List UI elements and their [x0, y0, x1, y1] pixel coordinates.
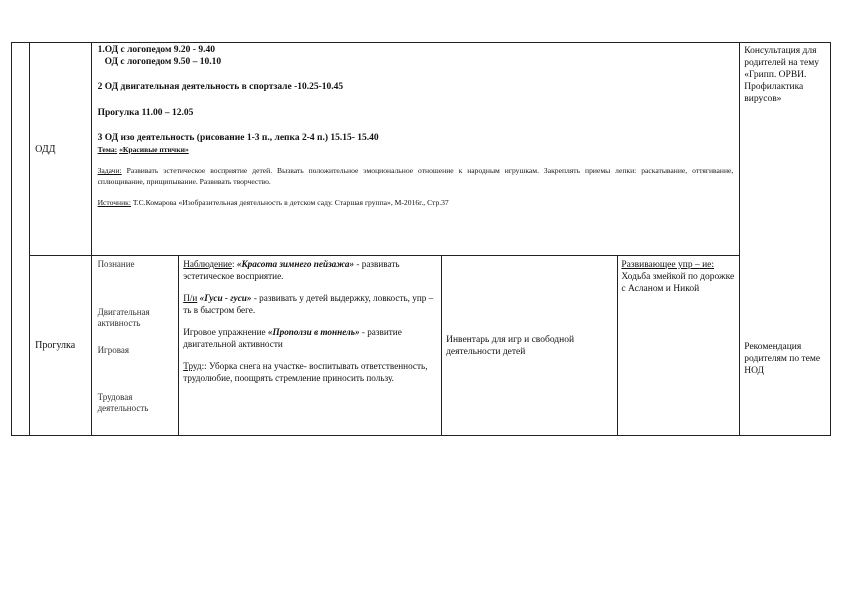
schedule-line-3: 2 ОД двигательная деятельность в спортзале -10.25-10.45: [97, 82, 344, 92]
inventory-cell: Инвентарь для игр и свободной деятельности детей: [442, 256, 618, 436]
odd-row: [12, 43, 831, 256]
game-item: [183, 293, 438, 316]
parents-consultation: Консультация для родителей на тему «Грипп. ОРВИ. Профилактика вирусов»: [744, 46, 820, 104]
walk-activities: [179, 256, 442, 436]
labor-label: Труд: [183, 361, 202, 371]
development-cell: [618, 256, 740, 436]
tasks-text: Развивать эстетическое восприятие детей. Вызвать положительное эмоциональное отношение к народным игрушкам. Закреплять приемы лепки: раскатывание, оттягивание, сплющивание, прищипывание. Развивать творчество.: [97, 166, 734, 186]
labor-sep: ::: [201, 361, 210, 371]
activity-types: [91, 256, 179, 436]
margin-cell: [12, 43, 30, 436]
exercise-text: - развитие двигательной активности: [183, 327, 402, 349]
source-line: [98, 198, 734, 209]
plan-table: [11, 42, 831, 436]
tasks-paragraph: [98, 166, 734, 187]
activity-cognition: Познание: [97, 259, 135, 269]
activity-motor: Двигательная активность: [97, 307, 150, 328]
labor-text: Уборка снега на участке- воспитывать ответственность, трудолюбие, поощрять стремление приносить пользу.: [183, 361, 428, 383]
tasks-label: Задачи:: [97, 166, 122, 175]
parents-recommendation: Рекомендация родителям по теме НОД: [744, 342, 821, 376]
schedule-line-2: ОД с логопедом 9.50 – 10.10: [104, 56, 222, 67]
topic-line: [98, 145, 734, 156]
observation-label: Наблюдение: [183, 259, 232, 269]
development-label: Развивающее упр – ие:: [621, 260, 715, 270]
parents-column: [740, 43, 831, 436]
exercise-item: [183, 327, 438, 350]
observation-item: [183, 259, 438, 282]
game-title: «Гуси - гуси»: [199, 293, 252, 303]
topic-value: «Красивые птички»: [119, 144, 189, 154]
game-text: - развивать у детей выдержку, ловкость, упр – ть в быстром беге.: [183, 293, 434, 315]
walk-row: [12, 256, 831, 436]
source-label: Источник:: [97, 198, 131, 207]
schedule-line-1: 1.ОД с логопедом 9.20 - 9.40: [97, 45, 215, 55]
exercise-title: «Проползи в тоннель»: [267, 327, 360, 337]
activity-play: Игровая: [97, 345, 130, 355]
topic-label: Тема:: [97, 144, 118, 154]
odd-content: [91, 43, 740, 256]
source-text: Т.С.Комарова «Изобразительная деятельность в детском саду. Старшая группа», М-2016г., Стр.37: [132, 198, 449, 207]
observation-sep: :: [232, 259, 237, 269]
development-text: Ходьба змейкой по дорожке с Асланом и Никой: [621, 272, 735, 294]
schedule-line-5: 3 ОД изо деятельность (рисование 1-3 п., лепка 2-4 п.) 15.15- 15.40: [97, 133, 379, 143]
labor-item: [183, 361, 438, 384]
observation-text: - развивать эстетическое восприятие.: [183, 259, 400, 281]
observation-title: «Красота зимнего пейзажа»: [236, 259, 355, 269]
walk-section-label: Прогулка: [30, 256, 91, 436]
exercise-label: Игровое упражнение: [183, 327, 266, 337]
game-label: П/и: [183, 293, 198, 303]
schedule-line-4: Прогулка 11.00 – 12.05: [97, 107, 194, 118]
activity-labor: Трудовая деятельность: [97, 392, 149, 413]
odd-section-label: ОДД: [30, 43, 91, 256]
